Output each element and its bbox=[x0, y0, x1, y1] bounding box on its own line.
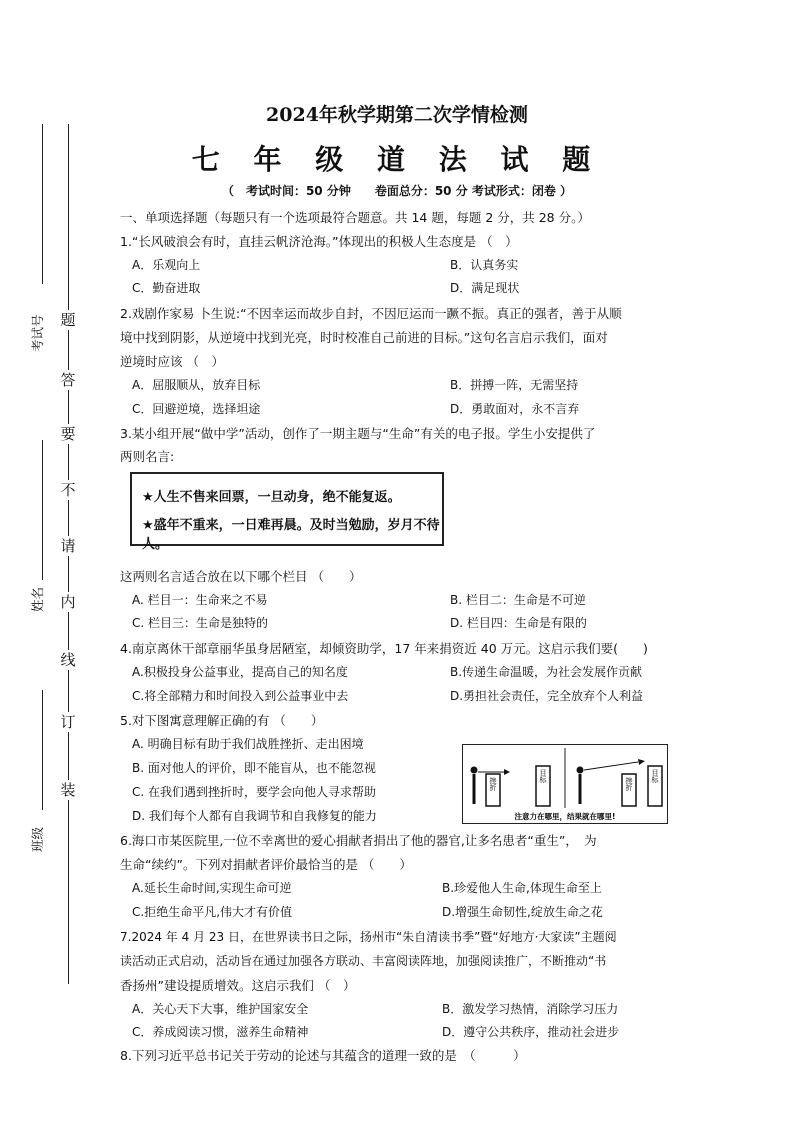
binding-char: 装 bbox=[58, 780, 78, 800]
binding-char: 要 bbox=[58, 424, 78, 444]
q3-option-b[interactable]: B. 栏目二：生命是不可逆 bbox=[450, 593, 586, 607]
name-label: 姓名 bbox=[30, 586, 45, 612]
class-line bbox=[42, 690, 43, 810]
quote-box bbox=[130, 472, 444, 552]
exam-info: （ 考试时间：50 分钟 卷面总分：50 分 考试形式：闭卷 ） bbox=[221, 184, 573, 198]
q7-option-c[interactable]: C．养成阅读习惯，滋养生命精神 bbox=[132, 1025, 309, 1039]
q1-option-d[interactable]: D．满足现状 bbox=[450, 281, 520, 295]
figure-caption: 注意力在哪里，结果就在哪里! bbox=[514, 812, 616, 821]
goal-label-left: 目标 bbox=[539, 769, 547, 783]
q5-stem: 5.对下图寓意理解正确的有 （ ） bbox=[120, 713, 324, 728]
binding-char: 订 bbox=[58, 712, 78, 732]
q5-option-c[interactable]: C. 在我们遇到挫折时，要学会向他人寻求帮助 bbox=[132, 785, 377, 799]
q1-option-a[interactable]: A．乐观向上 bbox=[132, 258, 201, 272]
binding-char: 线 bbox=[58, 650, 78, 670]
q8-stem: 8.下列习近平总书记关于劳动的论述与其蕴含的道理一致的是 （ ） bbox=[120, 1048, 526, 1063]
q5-figure bbox=[462, 744, 668, 824]
q2-stem-1: 2.戏剧作家易 卜生说:“不因幸运而故步自封，不因厄运而一蹶不振。真正的强者，善于从顺 bbox=[120, 306, 622, 321]
binding-char: 题 bbox=[58, 310, 78, 330]
q3-stem-2: 两则名言: bbox=[120, 449, 175, 464]
binding-char: 不 bbox=[58, 480, 78, 500]
q2-option-d[interactable]: D．勇敢面对，永不言弃 bbox=[450, 402, 580, 416]
q7-stem-2: 读活动正式启动，活动旨在通过加强各方联动、丰富阅读阵地，加强阅读推广，不断推动“书 bbox=[120, 954, 607, 968]
q7-stem-1: 7.2024 年 4 月 23 日，在世界读书日之际，扬州市“朱自清读书季”暨“好地方·大家读”主题阅 bbox=[120, 930, 617, 944]
q7-option-b[interactable]: B．激发学习热情，消除学习压力 bbox=[442, 1002, 619, 1016]
q5-option-b[interactable]: B. 面对他人的评价，即不能盲从，也不能忽视 bbox=[132, 761, 376, 775]
q6-stem-1: 6.海口市某医院里,一位不幸离世的爱心捐献者捐出了他的器官,让多名患者“重生”， 为 bbox=[120, 833, 597, 848]
q1-stem: 1.“长风破浪会有时，直挂云帆济沧海。”体现出的积极人生态度是 （ ） bbox=[120, 234, 518, 249]
q4-option-c[interactable]: C.将全部精力和时间投入到公益事业中去 bbox=[132, 689, 349, 703]
q5-option-d[interactable]: D. 我们每个人都有自我调节和自我修复的能力 bbox=[132, 809, 377, 823]
q2-stem-3: 逆境时应该 （ ） bbox=[120, 354, 224, 369]
quote-1: ★人生不售来回票，一旦动身，绝不能复返。 bbox=[142, 490, 401, 505]
q1-option-c[interactable]: C．勤奋进取 bbox=[132, 281, 201, 295]
q3-stem-3: 这两则名言适合放在以下哪个栏目 （ ） bbox=[120, 569, 362, 584]
binding-char: 内 bbox=[58, 592, 78, 612]
exam-title: 2024年秋学期第二次学情检测 bbox=[266, 104, 528, 126]
q7-option-a[interactable]: A．关心天下大事，维护国家安全 bbox=[132, 1002, 309, 1016]
q4-option-a[interactable]: A.积极投身公益事业，提高自己的知名度 bbox=[132, 665, 348, 679]
q3-option-d[interactable]: D. 栏目四：生命是有限的 bbox=[450, 616, 587, 630]
binding-char: 请 bbox=[58, 536, 78, 556]
q2-option-a[interactable]: A．屈服顺从，放弃目标 bbox=[132, 378, 261, 392]
exam-no-label: 考试号 bbox=[30, 314, 45, 352]
q4-option-d[interactable]: D.勇担社会责任，完全放弃个人利益 bbox=[450, 689, 644, 703]
q2-option-c[interactable]: C．回避逆境，选择坦途 bbox=[132, 402, 261, 416]
q7-stem-3: 香扬州”建设提质增效。这启示我们 （ ） bbox=[120, 978, 356, 993]
exam-subtitle: 七 年 级 道 法 试 题 bbox=[191, 143, 603, 176]
q6-stem-2: 生命“续约”。下列对捐献者评价最恰当的是 （ ） bbox=[120, 857, 412, 872]
q6-option-d[interactable]: D.增强生命韧性,绽放生命之花 bbox=[442, 905, 603, 919]
q4-stem: 4.南京离休干部章丽华虽身居陋室，却倾资助学，17 年来捐资近 40 万元。这启示我们要( ) bbox=[120, 641, 648, 656]
q3-option-c[interactable]: C. 栏目三：生命是独特的 bbox=[132, 616, 269, 630]
q4-option-b[interactable]: B.传递生命温暖，为社会发展作贡献 bbox=[450, 665, 643, 679]
binding-char: 答 bbox=[58, 370, 78, 390]
q2-option-b[interactable]: B．拼搏一阵，无需坚持 bbox=[450, 378, 579, 392]
goal-label-right: 目标 bbox=[651, 769, 659, 783]
q6-option-a[interactable]: A.延长生命时间,实现生命可逆 bbox=[132, 881, 292, 895]
name-line bbox=[42, 440, 43, 580]
q3-stem-1: 3.某小组开展“做中学”活动，创作了一期主题与“生命”有关的电子报。学生小安提供了 bbox=[120, 426, 596, 441]
q6-option-b[interactable]: B.珍爱他人生命,体现生命至上 bbox=[442, 881, 602, 895]
q3-option-a[interactable]: A. 栏目一：生命来之不易 bbox=[132, 593, 268, 607]
class-label: 班级 bbox=[30, 826, 45, 852]
q7-option-d[interactable]: D．遵守公共秩序，推动社会进步 bbox=[442, 1025, 620, 1039]
q1-option-b[interactable]: B．认真务实 bbox=[450, 258, 519, 272]
q2-stem-2: 境中找到阴影，从逆境中找到光亮，时时校准自己前进的目标。”这句名言启示我们，面对 bbox=[120, 330, 608, 345]
setback-label-left: 挫折 bbox=[489, 777, 497, 791]
q5-option-a[interactable]: A. 明确目标有助于我们战胜挫折、走出困境 bbox=[132, 737, 364, 751]
section-heading: 一、单项选择题（每题只有一个选项最符合题意。共 14 题，每题 2 分，共 28 分。） bbox=[120, 210, 590, 225]
setback-label-right: 挫折 bbox=[625, 777, 633, 791]
q6-option-c[interactable]: C.拒绝生命平凡,伟大才有价值 bbox=[132, 905, 293, 919]
quote-2: ★盛年不重来，一日难再晨。及时当勉励，岁月不待人。 bbox=[142, 518, 440, 552]
